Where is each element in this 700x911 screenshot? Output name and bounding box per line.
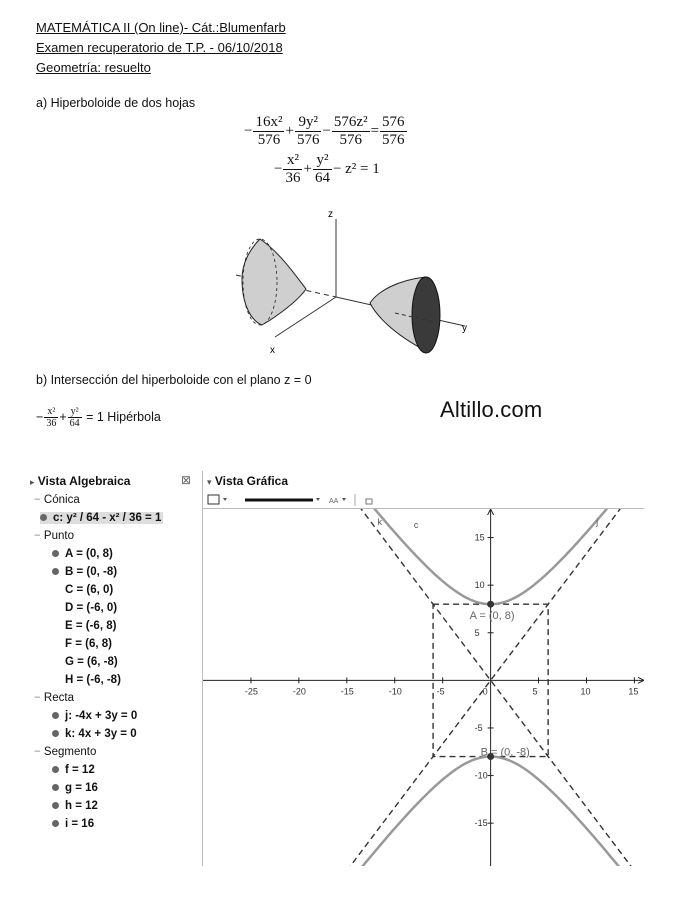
equation-1: − $\frac{\text{16x²}}{576}$ + $\frac{\text{9y²}}{576}$ − $\frac{\text{576z²}}{576}$ = $\frac{576}{576}$ [244,114,405,148]
x-tick-label: 0 [482,686,488,697]
algebra-item-line-k[interactable]: k: 4x + 3y = 0 [52,728,137,740]
right-sheet-cap [412,277,440,353]
eqb-term1-num: x² [44,406,58,418]
algebra-item-point-b[interactable]: B = (0, -8) [52,566,117,578]
algebra-item-point-f[interactable]: F = (6, 8) [65,638,112,650]
eq2-term1-num: x² [283,152,302,170]
eq1-term3-num: 576z² [333,114,368,130]
part-a-title: a) Hiperboloide de dos hojas [36,96,196,110]
equation-b: − $\frac{\text{x²}}{36}$ + $\frac{\text{y²}}{64}$ = 1 Hipérbola [36,406,161,429]
eq1-term1-num: 16x² [255,114,283,130]
color-square-icon[interactable] [208,495,219,504]
line-label-k: k [377,517,382,528]
algebra-item-point-d[interactable]: D = (-6, 0) [65,602,118,614]
eq2-term2-num: y² [313,152,332,170]
eq2-term2-den: 64 [314,170,330,186]
eq1-term2-num: 9y² [295,114,322,132]
x-tick-label: -10 [388,686,402,697]
z-axis-label: z [328,209,333,220]
y-tick-label: 15 [474,532,485,543]
y-tick-label: 10 [474,580,485,591]
eq1-rhs-num: 576 [382,114,405,130]
x-tick-label: -5 [436,686,445,697]
x-tick-label: -20 [292,686,306,697]
style-toolbar [205,492,385,508]
collapse-triangle-icon[interactable]: ▸ [30,477,35,487]
eq1-rhs-den: 576 [382,132,405,148]
eq1-term1-den: 576 [257,132,281,148]
eqb-term2-num: y² [68,406,82,418]
y-tick-label: -15 [474,818,488,829]
algebra-item-point-e[interactable]: E = (-6, 8) [65,620,117,632]
x-tick-label: 5 [532,686,538,697]
x-tick-label: -15 [340,686,354,697]
lock-icon[interactable] [366,499,372,504]
hyperboloid-figure [220,205,480,360]
eqb-tail: = 1 Hipérbola [86,409,161,424]
eq1-term3-den: 576 [339,132,362,148]
equation-2: − $\frac{\text{x²}}{36}$ + $\frac{\text{y²}}{64}$ − z² = 1 [274,152,380,186]
eqb-term1-den: 36 [46,418,57,429]
category-recta[interactable]: − Recta [34,692,74,704]
watermark: Altillo.com [440,397,543,422]
algebra-item-conic-c[interactable]: c: y² / 64 - x² / 36 = 1 [40,512,163,524]
y-axis-label: y [462,323,467,334]
header-topic: Geometría: resuelto [36,60,151,75]
algebra-item-segment-i[interactable]: i = 16 [52,818,94,830]
category-punto[interactable]: − Punto [34,530,74,542]
category-segmento[interactable]: − Segmento [34,746,97,758]
label-style-icon[interactable]: AA [329,498,339,505]
algebra-view [30,471,200,866]
point-label-b: B = (0, -8) [480,746,530,759]
algebra-item-point-h[interactable]: H = (-6, -8) [65,674,121,686]
header-course: MATEMÁTICA II (On line)- Cát.:Blumenfarb [36,20,286,35]
graphics-view-plot[interactable] [203,509,644,866]
point-a [487,601,494,608]
part-b-title: b) Intersección del hiperboloide con el plano z = 0 [36,373,312,387]
algebra-item-segment-g[interactable]: g = 16 [52,782,98,794]
eq1-term2-den: 576 [296,132,320,148]
algebra-item-point-a[interactable]: A = (0, 8) [52,548,113,560]
y-tick-label: -10 [474,770,488,781]
y-tick-label: -5 [474,722,483,733]
x-tick-label: 15 [628,686,639,697]
close-icon[interactable]: ⊠ [181,473,192,487]
y-tick-label: 5 [474,627,480,638]
x-tick-label: -25 [244,686,258,697]
left-sheet [242,239,306,325]
algebra-item-segment-h[interactable]: h = 12 [52,800,98,812]
algebra-item-point-c[interactable]: C = (6, 0) [65,584,114,596]
chevron-down-icon[interactable] [316,498,320,501]
line-label-j: j [596,517,599,528]
eq2-term1-den: 36 [285,170,301,186]
algebra-view-header [30,474,130,488]
x-tick-label: 10 [580,686,591,697]
eq2-tail: − z² = 1 [332,160,380,177]
conic-label-c: c [413,520,419,531]
algebra-item-line-j[interactable]: j: -4x + 3y = 0 [52,710,137,722]
header-exam: Examen recuperatorio de T.P. - 06/10/2018 [36,40,283,55]
algebra-item-point-g[interactable]: G = (6, -8) [65,656,118,668]
graphics-view-header [207,474,288,488]
chevron-down-icon[interactable] [342,498,346,501]
algebra-view-title: Vista Algebraica [37,474,131,488]
collapse-triangle-icon[interactable]: ▾ [207,477,212,487]
category-conica[interactable]: − Cónica [34,494,80,506]
point-label-a: A = (0, 8) [469,610,515,623]
chevron-down-icon[interactable] [223,498,227,501]
x-axis-label: x [270,345,275,356]
algebra-item-segment-f[interactable]: f = 12 [52,764,95,776]
graphics-view-title: Vista Gráfica [214,474,289,488]
eqb-term2-den: 64 [69,418,80,429]
